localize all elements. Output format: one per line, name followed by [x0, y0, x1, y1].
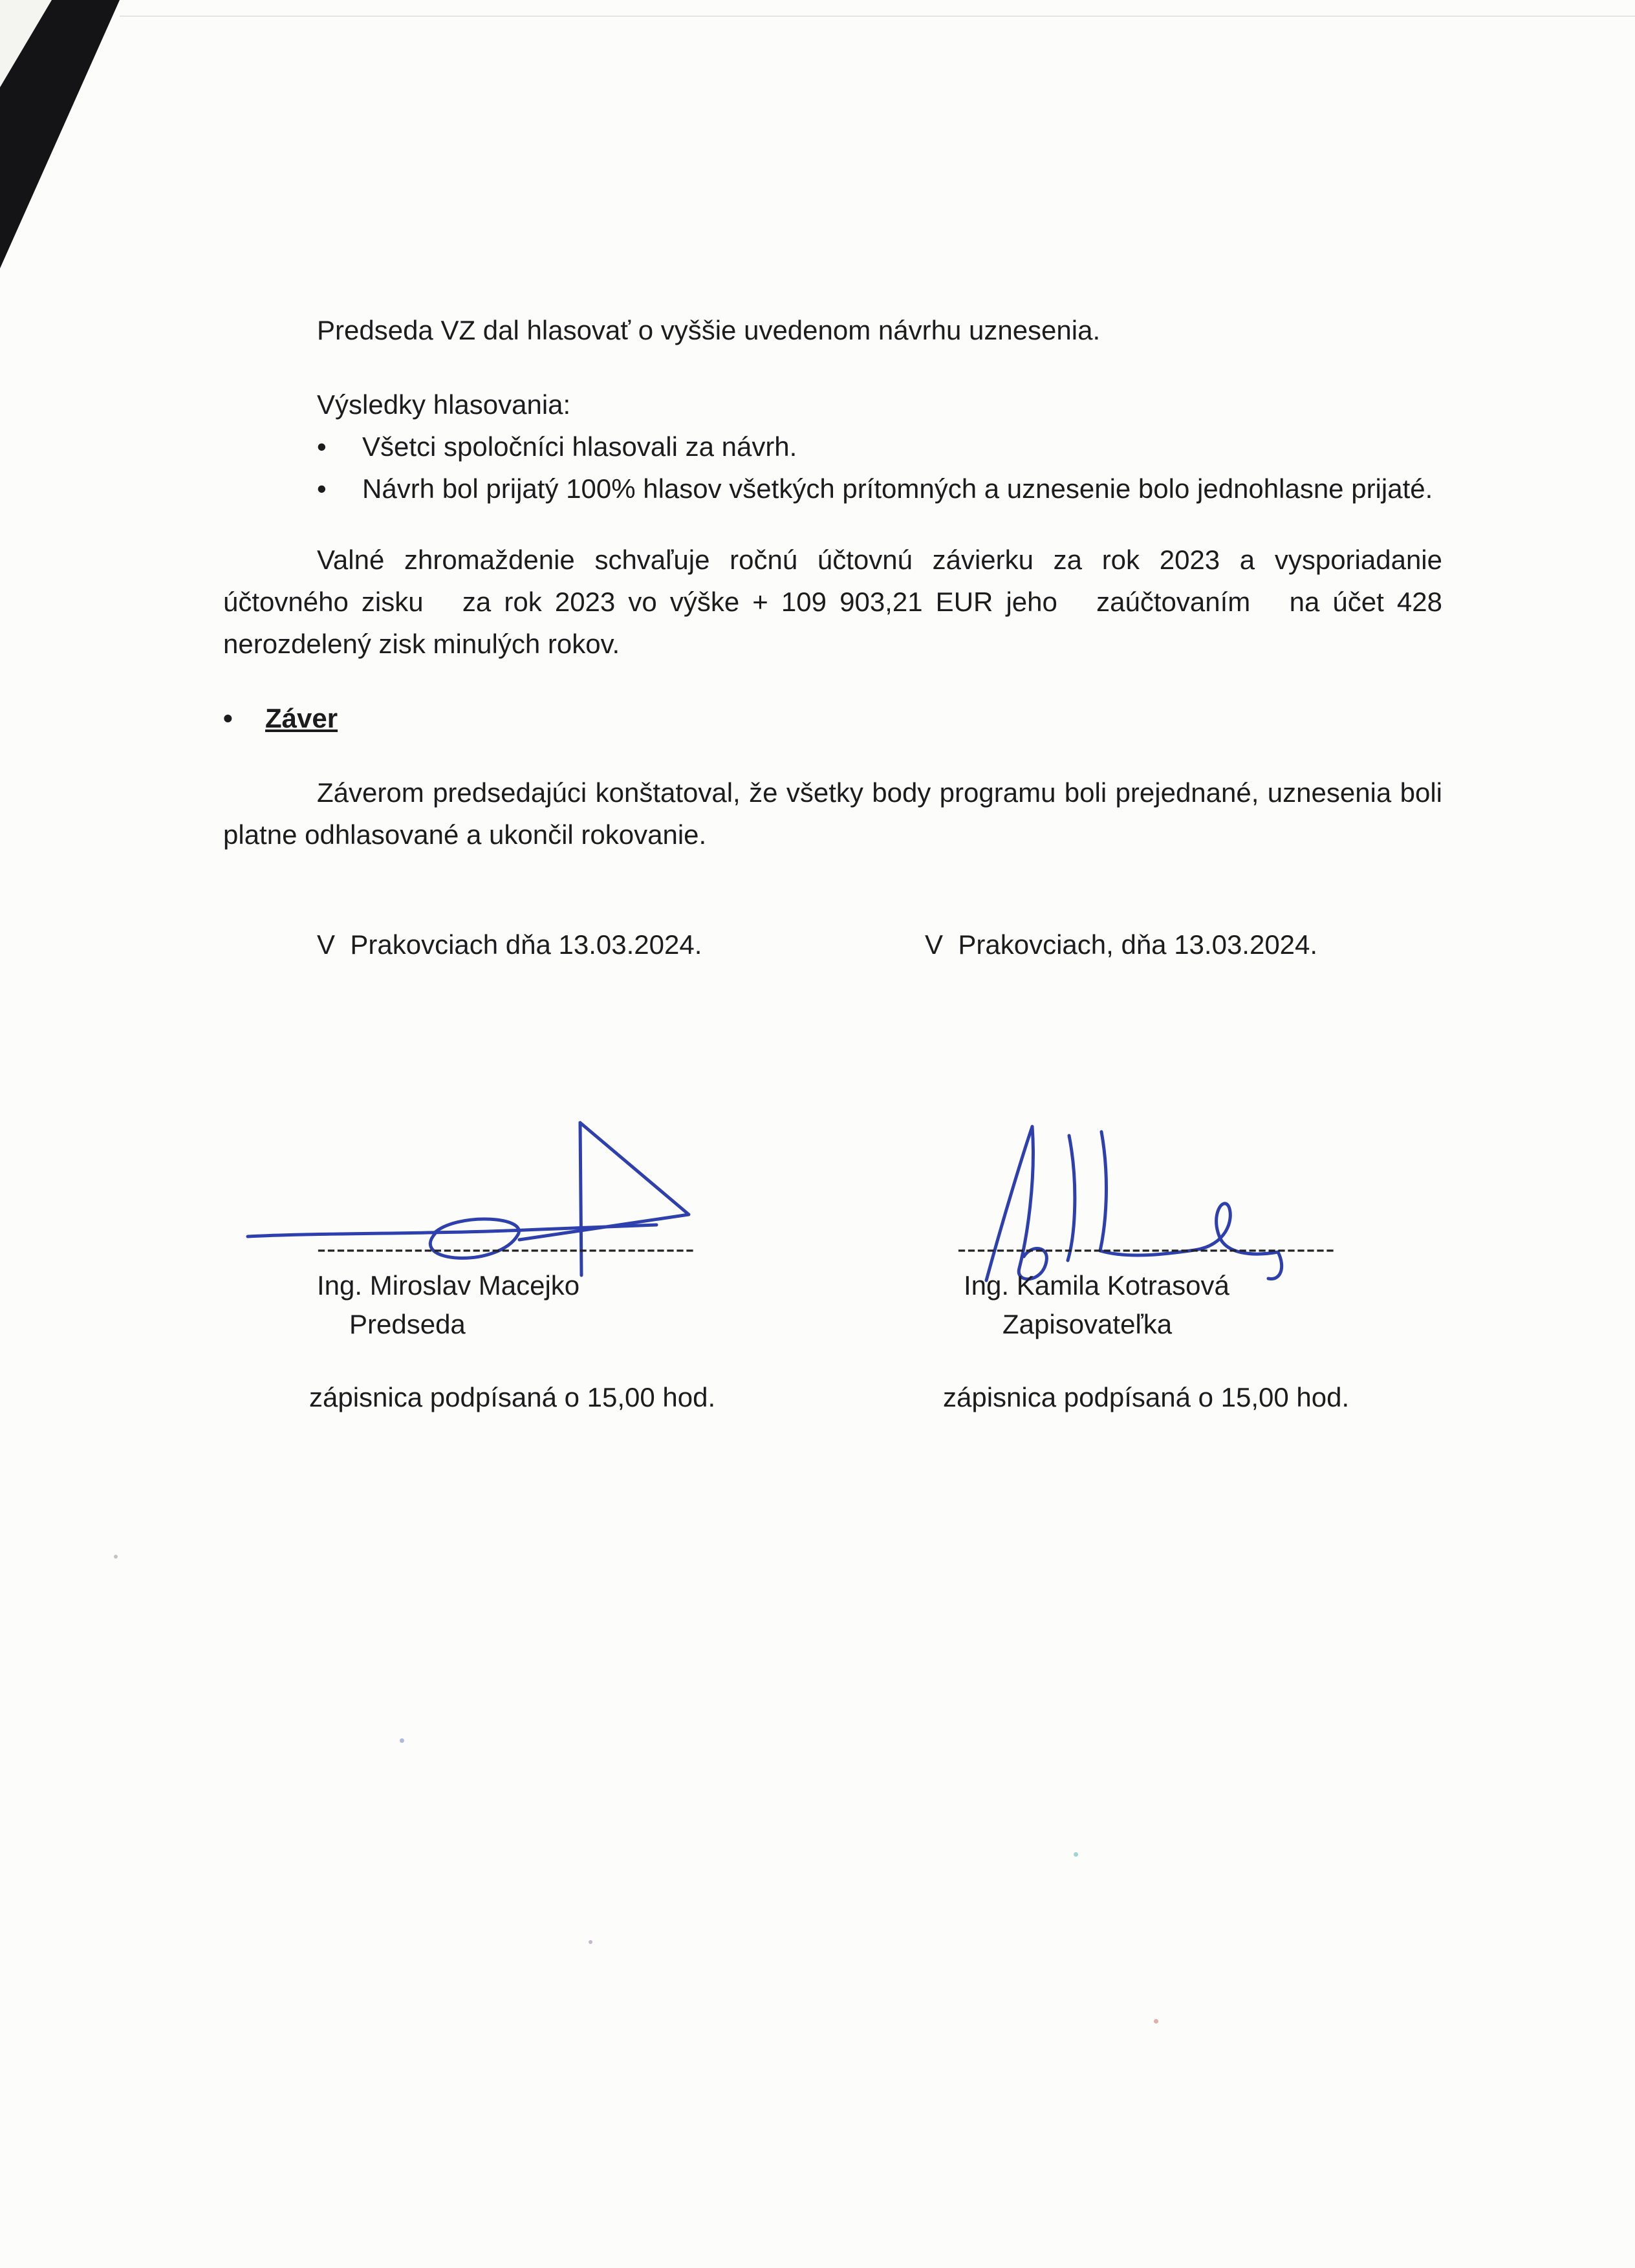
document-body	[223, 309, 1450, 966]
signature-line-left: ---------------------------------------	[317, 1233, 695, 1264]
signatory-name-right: Ing. Kamila Kotrasová	[964, 1270, 1229, 1301]
list-item-vote-accepted: • Návrh bol prijatý 100% hlasov všetkých prítomných a uznesenie bolo jednohlasne prijaté.	[362, 468, 1442, 510]
paragraph-closing: Záverom predsedajúci konštatoval, že všetky body programu boli prejednané, uznesenia boli platne odhlasované a ukončil rokovanie.	[223, 777, 1442, 850]
signatory-name-left: Ing. Miroslav Macejko	[317, 1270, 580, 1301]
signing-note-right: zápisnica podpísaná o 15,00 hod.	[943, 1382, 1350, 1412]
scan-edge-line	[120, 16, 1635, 17]
signatory-title-left: Predseda	[349, 1309, 466, 1339]
scan-speckle	[1074, 1852, 1078, 1857]
paragraph-voting-intro: Predseda VZ dal hlasovať o vyššie uvedenom návrhu uznesenia.	[317, 315, 1101, 345]
zaver-heading-label: Záver	[265, 703, 338, 733]
signature-line-right: ---------------------------------------	[957, 1233, 1336, 1264]
list-item-vote-all: • Všetci spoločníci hlasovali za návrh.	[362, 426, 1442, 468]
place-date-right: V Prakovciach, dňa 13.03.2024.	[925, 929, 1318, 960]
place-date-row	[223, 923, 1442, 966]
place-date-left: V Prakovciach dňa 13.03.2024.	[317, 929, 702, 960]
paragraph-resolution: Valné zhromaždenie schvaľuje ročnú účtovnú závierku za rok 2023 a vysporiadanie účtovného zisku za rok 2023 vo výške + 109 903,21 EUR jeho zaúčtovaním na účet 428 nerozdelený zisk minulých rokov.	[223, 545, 1450, 659]
signatory-title-right: Zapisovateľka	[1002, 1309, 1173, 1339]
scan-speckle	[589, 1940, 592, 1944]
scan-speckle	[400, 1738, 404, 1743]
scan-speckle	[1154, 2019, 1158, 2024]
results-heading: Výsledky hlasovania:	[317, 389, 571, 420]
zaver-heading	[265, 697, 1442, 739]
signing-note-left: zápisnica podpísaná o 15,00 hod.	[309, 1382, 716, 1412]
scan-speckle	[114, 1555, 118, 1559]
